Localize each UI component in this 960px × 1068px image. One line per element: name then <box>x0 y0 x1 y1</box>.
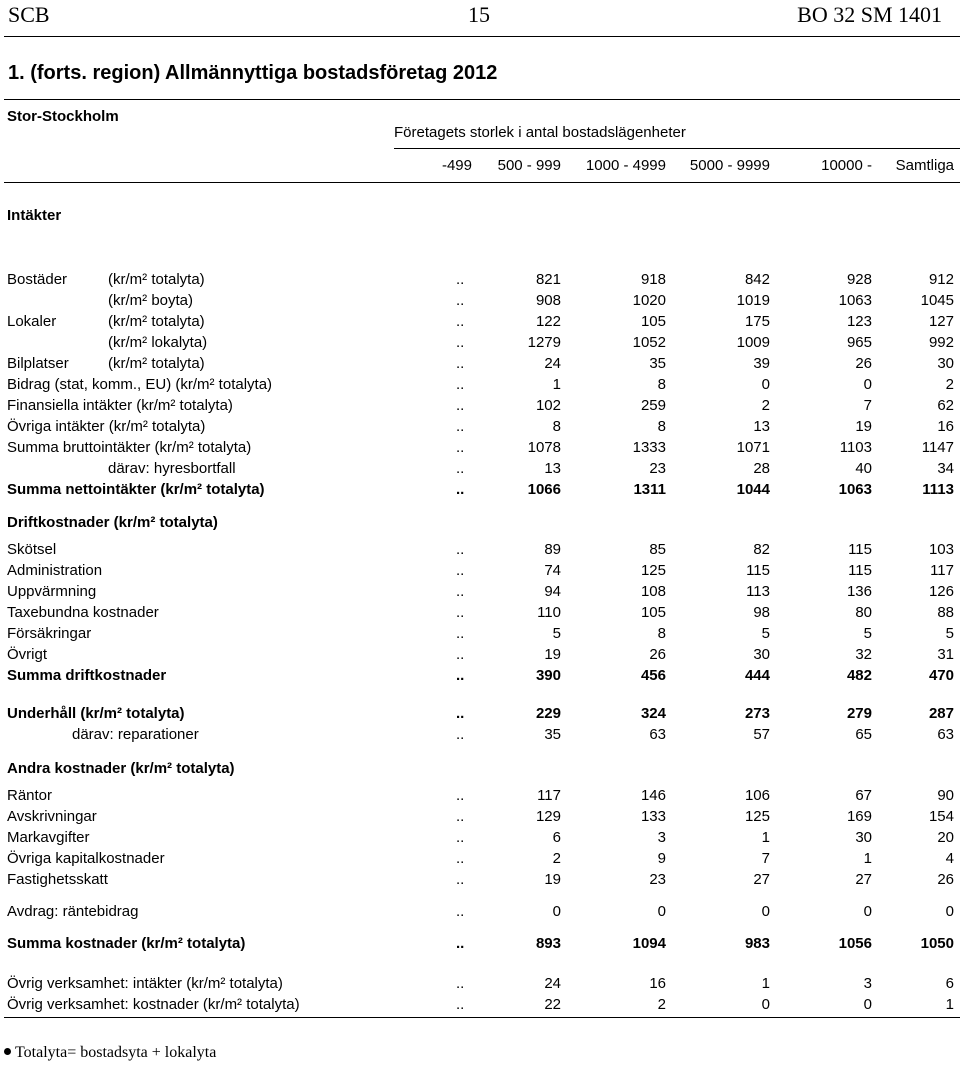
cell-value: 893 <box>535 935 561 952</box>
row-label: Räntor <box>7 787 53 804</box>
cell-value: 123 <box>846 313 872 330</box>
cell-value: 287 <box>928 705 954 722</box>
col-header-3: 1000 - 4999 <box>585 157 666 174</box>
cell-value: 8 <box>657 376 666 393</box>
cell-value: 24 <box>544 355 561 372</box>
table-row <box>0 541 960 561</box>
table-row <box>0 292 960 312</box>
cell-value: 5 <box>863 625 872 642</box>
cell-value: 8 <box>657 625 666 642</box>
footnote <box>4 1044 216 1062</box>
cell-value: 74 <box>544 562 561 579</box>
table-row <box>0 334 960 354</box>
cell-value: 1019 <box>736 292 770 309</box>
cell-value: 26 <box>937 871 954 888</box>
table-title: 1. (forts. region) Allmännyttiga bostadsföretag 2012 <box>8 62 498 84</box>
row-label: Administration <box>7 562 103 579</box>
cell-value: 115 <box>848 562 872 579</box>
col-header-1: -499 <box>441 157 472 174</box>
missing-value-dots: .. <box>456 850 465 867</box>
table-row <box>0 439 960 459</box>
table-row <box>0 726 960 746</box>
footnote-text: Totalyta= bostadsyta + lokalyta <box>15 1044 217 1061</box>
missing-value-dots: .. <box>456 397 465 414</box>
cell-value: 6 <box>945 975 954 992</box>
missing-value-dots: .. <box>456 481 465 498</box>
cell-value: 82 <box>753 541 770 558</box>
cell-value: 1311 <box>633 481 666 498</box>
cell-value: 1 <box>863 850 872 867</box>
cell-value: 19 <box>544 871 561 888</box>
missing-value-dots: .. <box>456 562 465 579</box>
cell-value: 89 <box>544 541 561 558</box>
cell-value: 110 <box>537 604 561 621</box>
cell-value: 1066 <box>527 481 561 498</box>
cell-value: 106 <box>744 787 770 804</box>
cell-value: 842 <box>744 271 770 288</box>
table-row <box>0 460 960 480</box>
cell-value: 126 <box>928 583 954 600</box>
row-label: Bostäder <box>7 271 68 288</box>
cell-value: 26 <box>649 646 666 663</box>
table-row <box>0 787 960 807</box>
cell-value: 125 <box>640 562 666 579</box>
missing-value-dots: .. <box>456 903 465 920</box>
cell-value: 23 <box>649 871 666 888</box>
row-sublabel: (kr/m² boyta) <box>108 292 194 309</box>
missing-value-dots: .. <box>456 667 465 684</box>
table-row <box>0 935 960 955</box>
cell-value: 94 <box>544 583 561 600</box>
row-label: Summa kostnader (kr/m² totalyta) <box>7 935 246 952</box>
missing-value-dots: .. <box>456 871 465 888</box>
cell-value: 13 <box>753 418 770 435</box>
cell-value: 0 <box>761 903 770 920</box>
cell-value: 57 <box>753 726 770 743</box>
cell-value: 1113 <box>922 481 954 498</box>
header-left: SCB <box>8 2 50 27</box>
size-heading: Företagets storlek i antal bostadslägenheter <box>394 124 686 141</box>
cell-value: 13 <box>544 460 561 477</box>
row-label: Försäkringar <box>7 625 92 642</box>
cell-value: 23 <box>649 460 666 477</box>
table-bottom-rule <box>4 1017 960 1018</box>
cell-value: 4 <box>945 850 954 867</box>
row-label: Övrig verksamhet: kostnader (kr/m² totalyta) <box>7 996 300 1013</box>
cell-value: 390 <box>535 667 561 684</box>
cell-value: 456 <box>640 667 666 684</box>
missing-value-dots: .. <box>456 334 465 351</box>
cell-value: 1052 <box>632 334 666 351</box>
size-heading-rule <box>394 148 960 149</box>
cell-value: 259 <box>640 397 666 414</box>
missing-value-dots: .. <box>456 604 465 621</box>
cell-value: 0 <box>863 996 872 1013</box>
table-row <box>0 760 960 780</box>
missing-value-dots: .. <box>456 705 465 722</box>
cell-value: 1103 <box>839 439 872 456</box>
row-label: Fastighetsskatt <box>7 871 108 888</box>
table-row <box>0 562 960 582</box>
cell-value: 9 <box>657 850 666 867</box>
cell-value: 983 <box>744 935 770 952</box>
table-row <box>0 397 960 417</box>
missing-value-dots: .. <box>456 292 465 309</box>
cell-value: 19 <box>855 418 872 435</box>
table-row <box>0 481 960 501</box>
table-row <box>0 808 960 828</box>
cell-value: 1147 <box>921 439 954 456</box>
row-sublabel: (kr/m² totalyta) <box>108 271 205 288</box>
row-sublabel: därav: hyresbortfall <box>108 460 236 477</box>
cell-value: 0 <box>552 903 561 920</box>
missing-value-dots: .. <box>456 625 465 642</box>
cell-value: 35 <box>649 355 666 372</box>
cell-value: 35 <box>544 726 561 743</box>
missing-value-dots: .. <box>456 583 465 600</box>
table-row <box>0 418 960 438</box>
cell-value: 273 <box>744 705 770 722</box>
cell-value: 1 <box>552 376 561 393</box>
row-label: Andra kostnader (kr/m² totalyta) <box>7 760 235 777</box>
cell-value: 0 <box>863 903 872 920</box>
row-label: Övrigt <box>7 646 48 663</box>
cell-value: 2 <box>552 850 561 867</box>
cell-value: 1 <box>761 975 770 992</box>
table-row <box>0 996 960 1016</box>
cell-value: 67 <box>855 787 872 804</box>
cell-value: 1045 <box>920 292 954 309</box>
cell-value: 30 <box>855 829 872 846</box>
cell-value: 3 <box>657 829 666 846</box>
column-header-rule <box>4 182 960 183</box>
cell-value: 1094 <box>632 935 666 952</box>
row-label: Avskrivningar <box>7 808 97 825</box>
cell-value: 8 <box>552 418 561 435</box>
cell-value: 24 <box>544 975 561 992</box>
cell-value: 22 <box>544 996 561 1013</box>
region-label: Stor-Stockholm <box>7 108 119 125</box>
row-label: Summa bruttointäkter (kr/m² totalyta) <box>7 439 252 456</box>
table-row <box>0 583 960 603</box>
bullet-icon <box>4 1048 11 1055</box>
cell-value: 80 <box>855 604 872 621</box>
missing-value-dots: .. <box>456 646 465 663</box>
row-label: Uppvärmning <box>7 583 97 600</box>
cell-value: 113 <box>746 583 770 600</box>
cell-value: 7 <box>863 397 872 414</box>
cell-value: 1279 <box>527 334 561 351</box>
cell-value: 965 <box>846 334 872 351</box>
cell-value: 2 <box>657 996 666 1013</box>
cell-value: 5 <box>945 625 954 642</box>
cell-value: 5 <box>761 625 770 642</box>
cell-value: 122 <box>535 313 561 330</box>
row-label: Bidrag (stat, komm., EU) (kr/m² totalyta) <box>7 376 273 393</box>
cell-value: 444 <box>744 667 770 684</box>
row-sublabel: därav: reparationer <box>72 726 199 743</box>
cell-value: 470 <box>928 667 954 684</box>
cell-value: 229 <box>535 705 561 722</box>
col-header-2: 500 - 999 <box>497 157 561 174</box>
cell-value: 2 <box>761 397 770 414</box>
cell-value: 928 <box>846 271 872 288</box>
cell-value: 908 <box>535 292 561 309</box>
cell-value: 115 <box>848 541 872 558</box>
table-row <box>0 871 960 891</box>
cell-value: 1044 <box>736 481 770 498</box>
missing-value-dots: .. <box>456 975 465 992</box>
cell-value: 5 <box>552 625 561 642</box>
missing-value-dots: .. <box>456 439 465 456</box>
cell-value: 169 <box>846 808 872 825</box>
cell-value: 1 <box>761 829 770 846</box>
cell-value: 62 <box>937 397 954 414</box>
missing-value-dots: .. <box>456 271 465 288</box>
table-row <box>0 514 960 534</box>
row-sublabel: (kr/m² totalyta) <box>108 313 205 330</box>
cell-value: 0 <box>657 903 666 920</box>
missing-value-dots: .. <box>456 787 465 804</box>
missing-value-dots: .. <box>456 355 465 372</box>
cell-value: 39 <box>753 355 770 372</box>
missing-value-dots: .. <box>456 376 465 393</box>
row-label: Underhåll (kr/m² totalyta) <box>7 705 185 722</box>
table-row <box>0 604 960 624</box>
cell-value: 1009 <box>736 334 770 351</box>
missing-value-dots: .. <box>456 935 465 952</box>
row-label: Driftkostnader (kr/m² totalyta) <box>7 514 218 531</box>
cell-value: 103 <box>928 541 954 558</box>
row-label: Markavgifter <box>7 829 90 846</box>
cell-value: 125 <box>744 808 770 825</box>
row-label: Övriga intäkter (kr/m² totalyta) <box>7 418 206 435</box>
cell-value: 108 <box>640 583 666 600</box>
cell-value: 1063 <box>838 481 872 498</box>
cell-value: 27 <box>753 871 770 888</box>
row-label: Taxebundna kostnader <box>7 604 159 621</box>
header-rule <box>4 36 960 37</box>
table-row <box>0 850 960 870</box>
table-row <box>0 829 960 849</box>
cell-value: 7 <box>761 850 770 867</box>
missing-value-dots: .. <box>456 808 465 825</box>
missing-value-dots: .. <box>456 541 465 558</box>
table-row <box>0 313 960 333</box>
cell-value: 40 <box>855 460 872 477</box>
cell-value: 6 <box>552 829 561 846</box>
cell-value: 146 <box>640 787 666 804</box>
row-label: Summa nettointäkter (kr/m² totalyta) <box>7 481 265 498</box>
col-header-4: 5000 - 9999 <box>689 157 770 174</box>
cell-value: 19 <box>544 646 561 663</box>
missing-value-dots: .. <box>456 996 465 1013</box>
cell-value: 115 <box>746 562 770 579</box>
section-intakter: Intäkter <box>7 207 62 224</box>
cell-value: 482 <box>846 667 872 684</box>
cell-value: 1056 <box>838 935 872 952</box>
cell-value: 117 <box>930 562 954 579</box>
missing-value-dots: .. <box>456 726 465 743</box>
cell-value: 63 <box>937 726 954 743</box>
cell-value: 1078 <box>527 439 561 456</box>
cell-value: 8 <box>657 418 666 435</box>
header-right: BO 32 SM 1401 <box>797 2 942 27</box>
cell-value: 85 <box>649 541 666 558</box>
cell-value: 133 <box>640 808 666 825</box>
cell-value: 0 <box>945 903 954 920</box>
cell-value: 136 <box>846 583 872 600</box>
cell-value: 16 <box>649 975 666 992</box>
cell-value: 1020 <box>632 292 666 309</box>
row-sublabel: (kr/m² lokalyta) <box>108 334 208 351</box>
row-label: Finansiella intäkter (kr/m² totalyta) <box>7 397 233 414</box>
cell-value: 117 <box>537 787 561 804</box>
table-row <box>0 376 960 396</box>
cell-value: 34 <box>937 460 954 477</box>
cell-value: 98 <box>753 604 770 621</box>
cell-value: 0 <box>761 996 770 1013</box>
missing-value-dots: .. <box>456 460 465 477</box>
cell-value: 20 <box>937 829 954 846</box>
cell-value: 129 <box>535 808 561 825</box>
cell-value: 821 <box>535 271 561 288</box>
table-row <box>0 625 960 645</box>
cell-value: 1333 <box>632 439 666 456</box>
table-top-rule <box>4 99 960 100</box>
cell-value: 3 <box>863 975 872 992</box>
cell-value: 1050 <box>920 935 954 952</box>
cell-value: 31 <box>937 646 954 663</box>
cell-value: 175 <box>744 313 770 330</box>
row-label: Lokaler <box>7 313 57 330</box>
cell-value: 30 <box>753 646 770 663</box>
cell-value: 127 <box>928 313 954 330</box>
row-label: Avdrag: räntebidrag <box>7 903 139 920</box>
table-row <box>0 975 960 995</box>
cell-value: 154 <box>928 808 954 825</box>
table-row <box>0 705 960 725</box>
cell-value: 88 <box>937 604 954 621</box>
cell-value: 28 <box>753 460 770 477</box>
missing-value-dots: .. <box>456 313 465 330</box>
cell-value: 912 <box>928 271 954 288</box>
page-number: 15 <box>468 2 490 27</box>
cell-value: 1063 <box>838 292 872 309</box>
cell-value: 324 <box>640 705 666 722</box>
table-row <box>0 667 960 687</box>
cell-value: 65 <box>855 726 872 743</box>
row-label: Övrig verksamhet: intäkter (kr/m² totalyta) <box>7 975 283 992</box>
cell-value: 1 <box>945 996 954 1013</box>
cell-value: 27 <box>855 871 872 888</box>
table-row <box>0 646 960 666</box>
table-row <box>0 271 960 291</box>
cell-value: 16 <box>937 418 954 435</box>
cell-value: 30 <box>937 355 954 372</box>
table-row <box>0 355 960 375</box>
cell-value: 0 <box>863 376 872 393</box>
row-label: Övriga kapitalkostnader <box>7 850 165 867</box>
cell-value: 105 <box>640 313 666 330</box>
cell-value: 279 <box>846 705 872 722</box>
col-header-5: 10000 - <box>821 157 872 174</box>
row-sublabel: (kr/m² totalyta) <box>108 355 205 372</box>
cell-value: 992 <box>928 334 954 351</box>
cell-value: 26 <box>855 355 872 372</box>
cell-value: 90 <box>937 787 954 804</box>
row-label: Skötsel <box>7 541 57 558</box>
missing-value-dots: .. <box>456 418 465 435</box>
row-label: Summa driftkostnader <box>7 667 167 684</box>
cell-value: 105 <box>640 604 666 621</box>
cell-value: 1071 <box>736 439 770 456</box>
cell-value: 0 <box>761 376 770 393</box>
missing-value-dots: .. <box>456 829 465 846</box>
cell-value: 102 <box>535 397 561 414</box>
cell-value: 32 <box>855 646 872 663</box>
row-label: Bilplatser <box>7 355 69 372</box>
cell-value: 918 <box>640 271 666 288</box>
table-row <box>0 903 960 923</box>
cell-value: 2 <box>945 376 954 393</box>
cell-value: 63 <box>649 726 666 743</box>
col-header-6: Samtliga <box>895 157 954 174</box>
